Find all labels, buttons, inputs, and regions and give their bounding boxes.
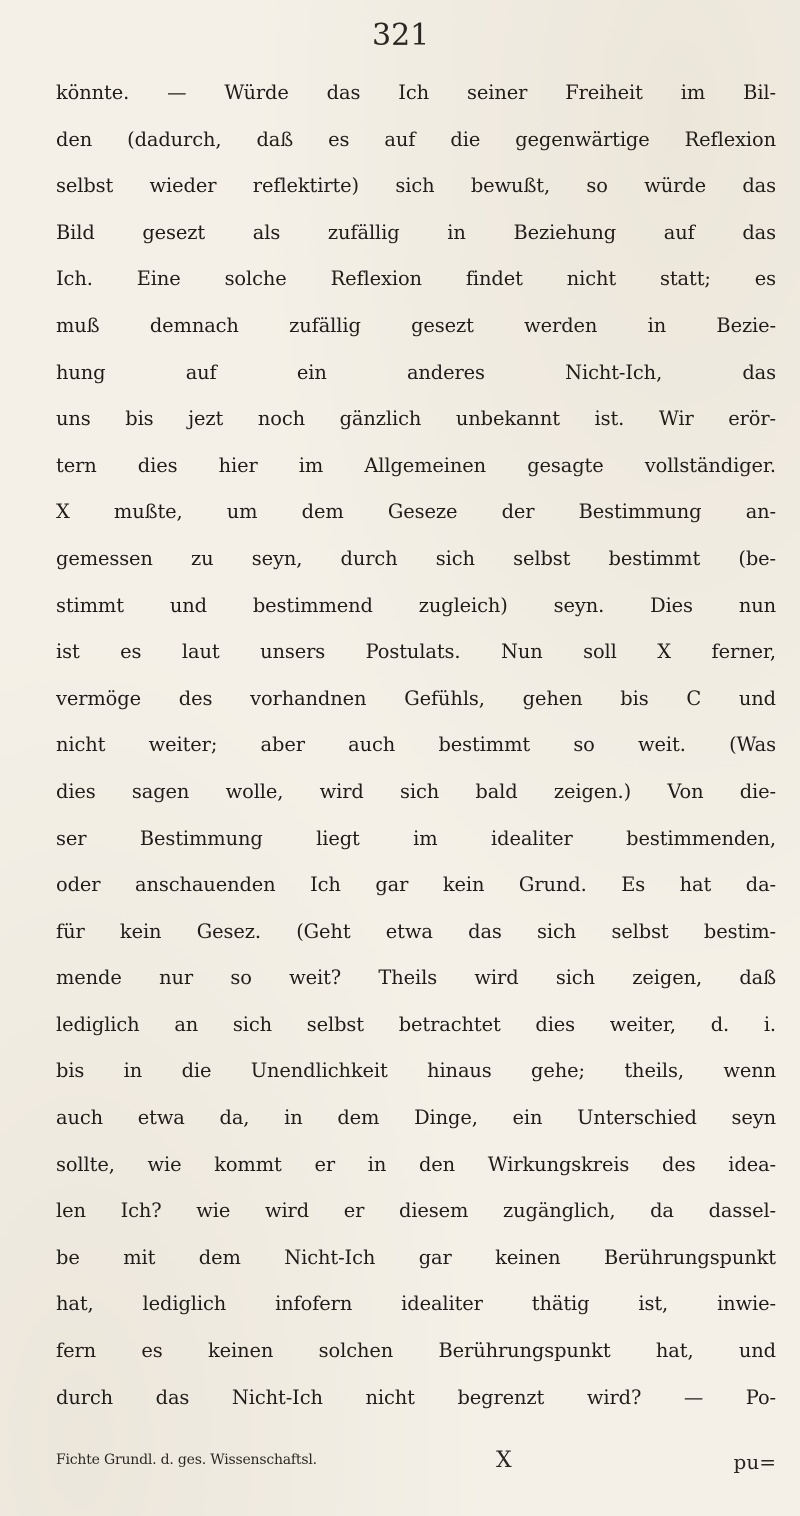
text-line: vermöge des vorhandnen Gefühls, gehen bis C und xyxy=(56,686,776,710)
text-line: für kein Gesez. (Geht etwa das sich selbst bestim- xyxy=(56,919,776,943)
text-line: ist es laut unsers Postulats. Nun soll X ferner, xyxy=(56,640,776,664)
signature-line: Fichte Grundl. d. ges. Wissenschaftsl. xyxy=(56,1452,317,1468)
text-line: hung auf ein anderes Nicht-Ich, das xyxy=(56,360,776,384)
catchword: pu= xyxy=(733,1450,776,1474)
body-text xyxy=(56,70,776,1421)
text-line: auch etwa da, in dem Dinge, ein Unterschied seyn xyxy=(56,1106,776,1130)
text-line: ser Bestimmung liegt im idealiter bestimmenden, xyxy=(56,826,776,850)
text-line: oder anschauenden Ich gar kein Grund. Es hat da- xyxy=(56,873,776,897)
text-line: Ich. Eine solche Reflexion findet nicht statt; es xyxy=(56,267,776,291)
text-line: hat, lediglich infofern idealiter thätig ist, inwie- xyxy=(56,1292,776,1316)
text-line: dies sagen wolle, wird sich bald zeigen.) Von die- xyxy=(56,779,776,803)
text-line: nicht weiter; aber auch bestimmt so weit. (Was xyxy=(56,733,776,757)
text-line: sollte, wie kommt er in den Wirkungskreis des idea- xyxy=(56,1152,776,1176)
signature-mark: X xyxy=(496,1448,512,1473)
text-line: bis in die Unendlichkeit hinaus gehe; theils, wenn xyxy=(56,1059,776,1083)
text-line: selbst wieder reflektirte) sich bewußt, so würde das xyxy=(56,174,776,198)
text-line: stimmt und bestimmend zugleich) seyn. Dies nun xyxy=(56,593,776,617)
text-line: be mit dem Nicht-Ich gar keinen Berührungspunkt xyxy=(56,1245,776,1269)
text-line: fern es keinen solchen Berührungspunkt hat, und xyxy=(56,1339,776,1363)
text-line: den (dadurch, daß es auf die gegenwärtige Reflexion xyxy=(56,127,776,151)
text-line: gemessen zu seyn, durch sich selbst bestimmt (be- xyxy=(56,546,776,570)
text-line: könnte. — Würde das Ich seiner Freiheit im Bil- xyxy=(56,81,776,104)
text-line: durch das Nicht-Ich nicht begrenzt wird? — Po- xyxy=(56,1385,776,1409)
text-line: mende nur so weit? Theils wird sich zeigen, daß xyxy=(56,966,776,990)
page-footer xyxy=(56,1448,776,1482)
text-line: tern dies hier im Allgemeinen gesagte vollständiger. xyxy=(56,453,776,477)
text-line: muß demnach zufällig gesezt werden in Bezie- xyxy=(56,313,776,337)
page-number: 321 xyxy=(372,18,430,53)
text-line: len Ich? wie wird er diesem zugänglich, da dassel- xyxy=(56,1199,776,1223)
text-line: Bild gesezt als zufällig in Beziehung auf das xyxy=(56,220,776,244)
text-line: X mußte, um dem Geseze der Bestimmung an- xyxy=(56,500,776,524)
text-line: lediglich an sich selbst betrachtet dies weiter, d. i. xyxy=(56,1012,776,1036)
text-line: uns bis jezt noch gänzlich unbekannt ist. Wir erör- xyxy=(56,407,776,431)
